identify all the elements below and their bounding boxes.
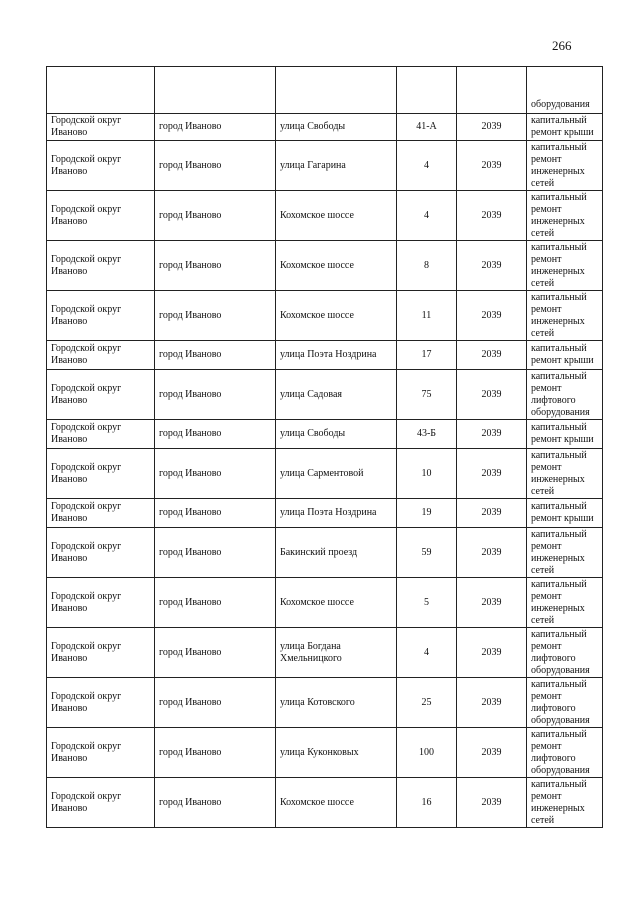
work-type-cell: капитальный ремонт крыши xyxy=(527,114,603,141)
house-number-cell: 100 xyxy=(397,728,457,778)
city-cell: город Иваново xyxy=(155,114,276,141)
work-type-cell: капитальный ремонт инженерных сетей xyxy=(527,191,603,241)
year-cell: 2039 xyxy=(457,628,527,678)
work-type-cell: капитальный ремонт лифтового оборудования xyxy=(527,678,603,728)
city-cell: город Иваново xyxy=(155,578,276,628)
city-cell: город Иваново xyxy=(155,678,276,728)
street-cell: Кохомское шоссе xyxy=(276,578,397,628)
year-cell: 2039 xyxy=(457,420,527,449)
house-number-cell: 59 xyxy=(397,528,457,578)
year-cell xyxy=(457,67,527,114)
house-number-cell: 41-А xyxy=(397,114,457,141)
work-type-cell: капитальный ремонт инженерных сетей xyxy=(527,778,603,828)
table-row xyxy=(47,341,603,370)
year-cell: 2039 xyxy=(457,341,527,370)
table-row xyxy=(47,141,603,191)
work-type-cell: капитальный ремонт инженерных сетей xyxy=(527,578,603,628)
table-row xyxy=(47,728,603,778)
work-type-cell: капитальный ремонт лифтового оборудования xyxy=(527,370,603,420)
work-type-cell: капитальный ремонт инженерных сетей xyxy=(527,141,603,191)
work-type-cell: капитальный ремонт крыши xyxy=(527,341,603,370)
work-type-cell: капитальный ремонт крыши xyxy=(527,420,603,449)
house-number-cell: 16 xyxy=(397,778,457,828)
year-cell: 2039 xyxy=(457,114,527,141)
repair-schedule-table xyxy=(46,66,603,828)
year-cell: 2039 xyxy=(457,578,527,628)
district-cell: Городской округ Иваново xyxy=(47,449,155,499)
year-cell: 2039 xyxy=(457,778,527,828)
district-cell: Городской округ Иваново xyxy=(47,341,155,370)
street-cell: улица Садовая xyxy=(276,370,397,420)
city-cell: город Иваново xyxy=(155,341,276,370)
table-row xyxy=(47,528,603,578)
street-cell: улица Богдана Хмельницкого xyxy=(276,628,397,678)
table-row xyxy=(47,449,603,499)
city-cell: город Иваново xyxy=(155,141,276,191)
house-number-cell: 11 xyxy=(397,291,457,341)
street-cell: улица Свободы xyxy=(276,114,397,141)
district-cell: Городской округ Иваново xyxy=(47,678,155,728)
year-cell: 2039 xyxy=(457,528,527,578)
house-number-cell xyxy=(397,67,457,114)
street-cell: Кохомское шоссе xyxy=(276,291,397,341)
work-type-cell: капитальный ремонт лифтового оборудования xyxy=(527,728,603,778)
district-cell: Городской округ Иваново xyxy=(47,420,155,449)
city-cell xyxy=(155,67,276,114)
street-cell: Кохомское шоссе xyxy=(276,778,397,828)
city-cell: город Иваново xyxy=(155,191,276,241)
city-cell: город Иваново xyxy=(155,420,276,449)
street-cell: Кохомское шоссе xyxy=(276,241,397,291)
table-row xyxy=(47,191,603,241)
street-cell: улица Гагарина xyxy=(276,141,397,191)
table-row-continuation xyxy=(47,67,603,114)
district-cell: Городской округ Иваново xyxy=(47,141,155,191)
year-cell: 2039 xyxy=(457,728,527,778)
house-number-cell: 10 xyxy=(397,449,457,499)
street-cell: улица Котовского xyxy=(276,678,397,728)
year-cell: 2039 xyxy=(457,370,527,420)
district-cell: Городской округ Иваново xyxy=(47,191,155,241)
year-cell: 2039 xyxy=(457,241,527,291)
table-row xyxy=(47,499,603,528)
house-number-cell: 4 xyxy=(397,191,457,241)
city-cell: город Иваново xyxy=(155,628,276,678)
street-cell: улица Куконковых xyxy=(276,728,397,778)
year-cell: 2039 xyxy=(457,291,527,341)
table-row xyxy=(47,370,603,420)
page-number: 266 xyxy=(552,38,572,53)
street-cell: улица Поэта Ноздрина xyxy=(276,341,397,370)
street-cell: улица Сарментовой xyxy=(276,449,397,499)
table-row xyxy=(47,241,603,291)
city-cell: город Иваново xyxy=(155,449,276,499)
table-row xyxy=(47,778,603,828)
street-cell xyxy=(276,67,397,114)
street-cell: улица Поэта Ноздрина xyxy=(276,499,397,528)
district-cell: Городской округ Иваново xyxy=(47,291,155,341)
street-cell: улица Свободы xyxy=(276,420,397,449)
house-number-cell: 43-Б xyxy=(397,420,457,449)
city-cell: город Иваново xyxy=(155,528,276,578)
table-row xyxy=(47,420,603,449)
district-cell: Городской округ Иваново xyxy=(47,114,155,141)
city-cell: город Иваново xyxy=(155,778,276,828)
year-cell: 2039 xyxy=(457,449,527,499)
work-type-cell: капитальный ремонт инженерных сетей xyxy=(527,291,603,341)
city-cell: город Иваново xyxy=(155,499,276,528)
year-cell: 2039 xyxy=(457,499,527,528)
district-cell: Городской округ Иваново xyxy=(47,578,155,628)
district-cell: Городской округ Иваново xyxy=(47,370,155,420)
district-cell xyxy=(47,67,155,114)
work-type-cell: капитальный ремонт инженерных сетей xyxy=(527,449,603,499)
work-type-cell: оборудования xyxy=(527,67,603,114)
house-number-cell: 4 xyxy=(397,141,457,191)
table-row xyxy=(47,291,603,341)
table-row xyxy=(47,628,603,678)
work-type-cell: капитальный ремонт инженерных сетей xyxy=(527,241,603,291)
house-number-cell: 19 xyxy=(397,499,457,528)
city-cell: город Иваново xyxy=(155,728,276,778)
work-type-cell: капитальный ремонт инженерных сетей xyxy=(527,528,603,578)
table-row xyxy=(47,678,603,728)
district-cell: Городской округ Иваново xyxy=(47,778,155,828)
district-cell: Городской округ Иваново xyxy=(47,728,155,778)
district-cell: Городской округ Иваново xyxy=(47,628,155,678)
house-number-cell: 5 xyxy=(397,578,457,628)
work-type-cell: капитальный ремонт лифтового оборудования xyxy=(527,628,603,678)
table-row xyxy=(47,114,603,141)
house-number-cell: 8 xyxy=(397,241,457,291)
work-type-cell: капитальный ремонт крыши xyxy=(527,499,603,528)
table-row xyxy=(47,578,603,628)
city-cell: город Иваново xyxy=(155,291,276,341)
district-cell: Городской округ Иваново xyxy=(47,241,155,291)
year-cell: 2039 xyxy=(457,678,527,728)
street-cell: Кохомское шоссе xyxy=(276,191,397,241)
year-cell: 2039 xyxy=(457,141,527,191)
house-number-cell: 17 xyxy=(397,341,457,370)
street-cell: Бакинский проезд xyxy=(276,528,397,578)
house-number-cell: 25 xyxy=(397,678,457,728)
house-number-cell: 75 xyxy=(397,370,457,420)
year-cell: 2039 xyxy=(457,191,527,241)
district-cell: Городской округ Иваново xyxy=(47,528,155,578)
house-number-cell: 4 xyxy=(397,628,457,678)
city-cell: город Иваново xyxy=(155,370,276,420)
district-cell: Городской округ Иваново xyxy=(47,499,155,528)
city-cell: город Иваново xyxy=(155,241,276,291)
